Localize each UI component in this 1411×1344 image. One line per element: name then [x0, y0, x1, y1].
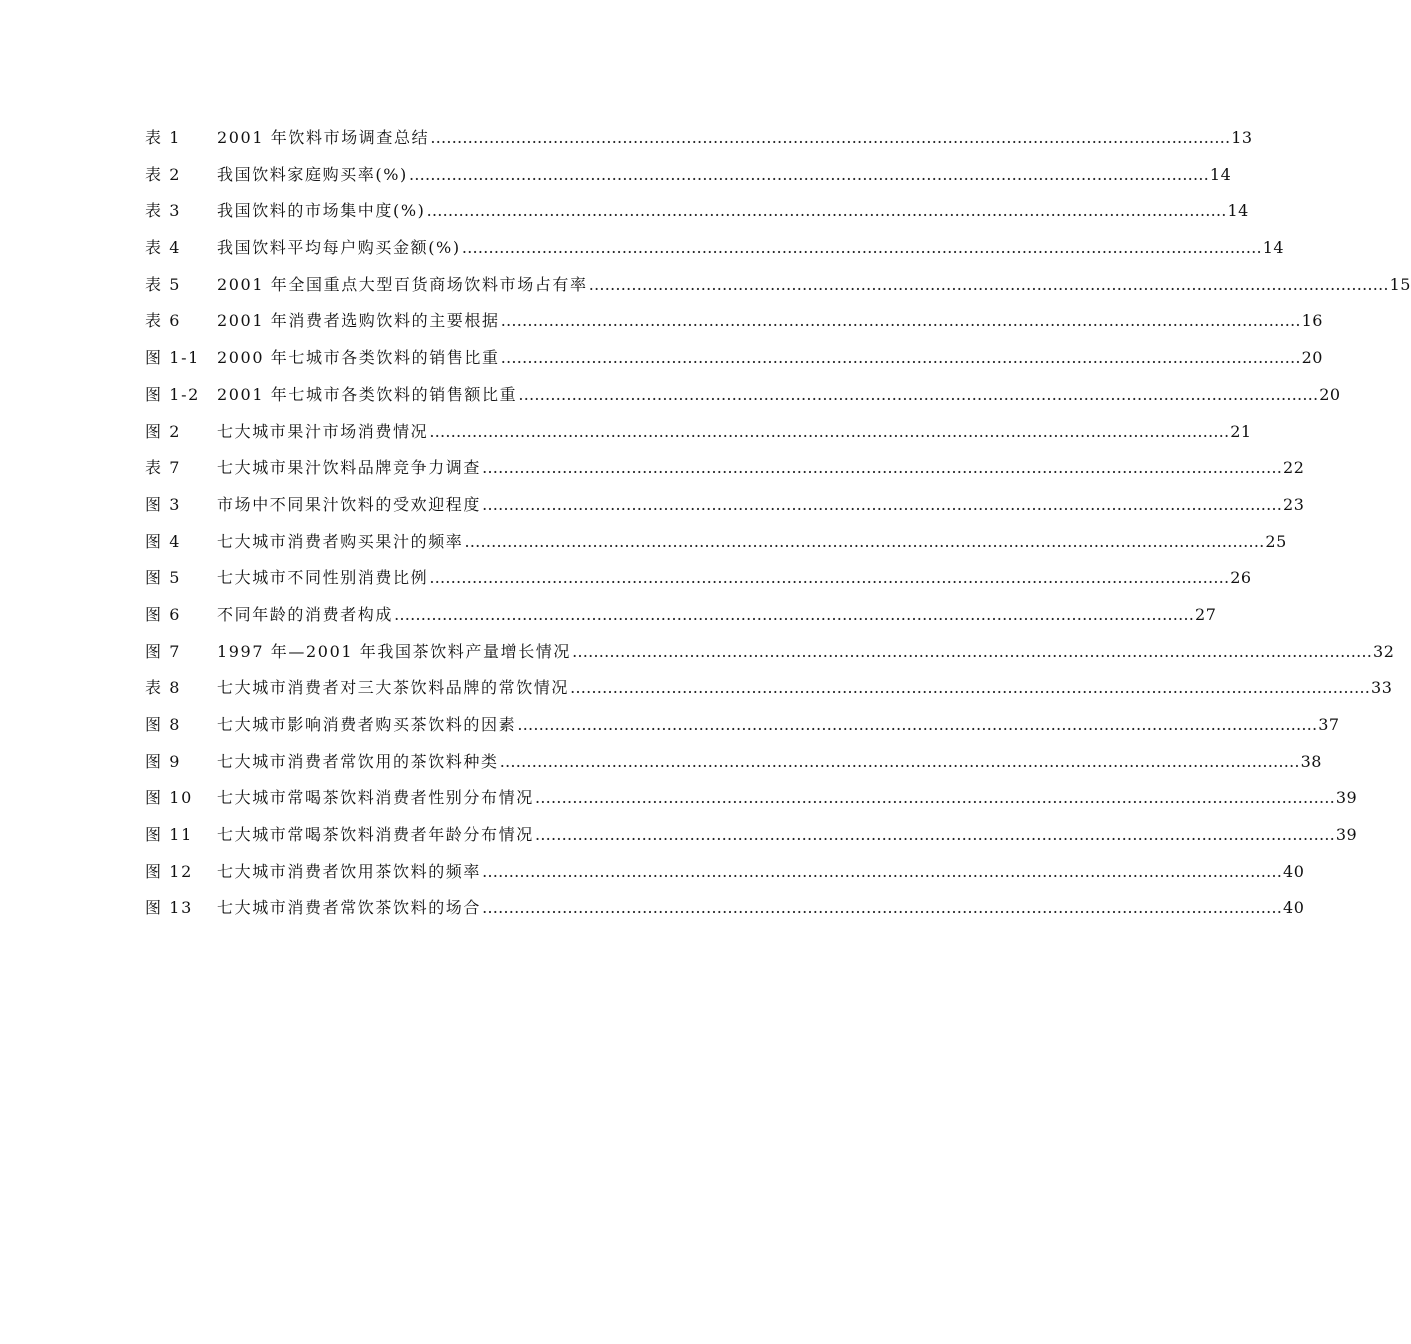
toc-entry-page-number: 15: [1389, 274, 1411, 294]
toc-entry-label: 表 2: [145, 164, 182, 184]
toc-entry-title: 2001 年全国重点大型百货商场饮料市场占有率: [217, 274, 588, 294]
toc-entry-page-number: 25: [1265, 531, 1287, 551]
toc-entry-title: 我国饮料的市场集中度(%): [217, 201, 426, 221]
toc-entry-title: 市场中不同果汁饮料的受欢迎程度: [217, 494, 482, 514]
toc-entry[interactable]: [145, 859, 1305, 896]
toc-entry-title: 我国饮料家庭购买率(%): [217, 164, 408, 184]
toc-entry-label: 图 1-2: [145, 384, 200, 404]
toc-entry-label: 图 3: [145, 494, 182, 514]
dot-leader: ……………………………………………………………………………………………………………………………………: [482, 898, 1283, 918]
toc-entry[interactable]: [145, 455, 1305, 492]
toc-entry-page-number: 32: [1373, 641, 1395, 661]
toc-entry[interactable]: [145, 382, 1341, 419]
toc-entry-page-number: 14: [1227, 201, 1249, 221]
toc-entry-label: 表 8: [145, 678, 182, 698]
toc-entry-title: 七大城市消费者饮用茶饮料的频率: [217, 861, 482, 881]
toc-entry-page-number: 20: [1319, 384, 1341, 404]
toc-entry-label: 表 1: [145, 128, 182, 147]
toc-entry-label: 表 7: [145, 458, 182, 478]
toc-entry[interactable]: [145, 712, 1340, 749]
toc-entry-page-number: 14: [1209, 164, 1232, 184]
dot-leader: ……………………………………………………………………………………………………………………………………: [426, 201, 1227, 221]
toc-entry-title: 七大城市常喝茶饮料消费者年龄分布情况: [217, 825, 534, 845]
dot-leader: ……………………………………………………………………………………………………………………………………: [570, 678, 1371, 698]
toc-entry-label: 图 2: [145, 421, 182, 441]
toc-entry-title: 1997 年—2001 年我国茶饮料产量增长情况: [217, 641, 572, 661]
toc-entry[interactable]: [145, 675, 1393, 712]
toc-entry-label: 图 9: [145, 751, 182, 771]
toc-entry[interactable]: [145, 419, 1252, 456]
toc-entry[interactable]: [145, 785, 1358, 822]
toc-entry-label: 表 5: [145, 274, 182, 294]
toc-entry-title: 七大城市消费者常饮用的茶饮料种类: [217, 751, 499, 771]
toc-entry[interactable]: [145, 529, 1287, 566]
dot-leader: ……………………………………………………………………………………………………………………………………: [517, 715, 1318, 734]
toc-entry-title: 我国饮料平均每户购买金额(%): [217, 238, 461, 258]
toc-entry-title: 七大城市果汁饮料品牌竞争力调查: [217, 458, 482, 478]
toc-entry-title: 七大城市常喝茶饮料消费者性别分布情况: [217, 788, 534, 808]
toc-entry-page-number: 38: [1300, 751, 1322, 771]
toc-entry-title: 2001 年消费者选购饮料的主要根据: [217, 311, 500, 331]
toc-entry-title: 七大城市消费者常饮茶饮料的场合: [217, 898, 482, 918]
dot-leader: ……………………………………………………………………………………………………………………………………: [500, 348, 1301, 368]
toc-entry-label: 表 4: [145, 238, 182, 258]
toc-entry-label: 图 1-1: [145, 348, 200, 368]
toc-entry-label: 图 10: [145, 788, 193, 808]
toc-entry-page-number: 40: [1283, 861, 1305, 881]
dot-leader: ……………………………………………………………………………………………………………………………………: [408, 164, 1209, 184]
toc-entry[interactable]: [145, 272, 1411, 309]
dot-leader: ……………………………………………………………………………………………………………………………………: [482, 494, 1283, 514]
toc-entry-page-number: 33: [1371, 678, 1393, 698]
toc-entry-page-number: 20: [1301, 348, 1323, 368]
toc-entry-title: 七大城市果汁市场消费情况: [217, 421, 429, 441]
toc-entry-page-number: 14: [1262, 238, 1285, 258]
toc-entry-page-number: 22: [1283, 458, 1305, 478]
toc-entry-label: 表 6: [145, 311, 182, 331]
dot-leader: ……………………………………………………………………………………………………………………………………: [518, 384, 1319, 404]
toc-entry-title: 2000 年七城市各类饮料的销售比重: [217, 348, 500, 368]
toc-entry-label: 图 7: [145, 641, 182, 661]
dot-leader: ……………………………………………………………………………………………………………………………………: [482, 458, 1283, 478]
toc-entry-label: 图 8: [145, 715, 182, 734]
toc-entry-title: 七大城市影响消费者购买茶饮料的因素: [217, 715, 517, 734]
toc-entry-label: 图 5: [145, 568, 182, 588]
toc-entry-title: 不同年龄的消费者构成: [217, 604, 394, 624]
dot-leader: ……………………………………………………………………………………………………………………………………: [500, 311, 1301, 331]
dot-leader: ……………………………………………………………………………………………………………………………………: [499, 751, 1300, 771]
dot-leader: ……………………………………………………………………………………………………………………………………: [534, 825, 1335, 845]
toc-entry[interactable]: [145, 602, 1217, 639]
toc-entry[interactable]: [145, 162, 1232, 199]
toc-entry-label: 图 4: [145, 531, 182, 551]
toc-entry[interactable]: [145, 235, 1285, 272]
list-of-figures-and-tables: [145, 125, 1411, 932]
toc-entry-page-number: 39: [1335, 825, 1358, 845]
toc-entry-label: 图 6: [145, 604, 182, 624]
toc-entry-title: 2001 年饮料市场调查总结: [217, 128, 430, 147]
toc-entry-page-number: 27: [1195, 604, 1217, 624]
toc-entry-label: 图 12: [145, 861, 193, 881]
toc-entry[interactable]: [145, 822, 1358, 859]
toc-entry-title: 七大城市消费者购买果汁的频率: [217, 531, 464, 551]
toc-entry-page-number: 16: [1301, 311, 1323, 331]
toc-entry-page-number: 39: [1335, 788, 1358, 808]
dot-leader: ……………………………………………………………………………………………………………………………………: [588, 274, 1389, 294]
toc-entry-title: 2001 年七城市各类饮料的销售额比重: [217, 384, 518, 404]
dot-leader: ……………………………………………………………………………………………………………………………………: [464, 531, 1265, 551]
toc-entry[interactable]: [145, 492, 1305, 529]
toc-entry-page-number: 21: [1230, 421, 1252, 441]
dot-leader: ……………………………………………………………………………………………………………………………………: [429, 421, 1230, 441]
dot-leader: ……………………………………………………………………………………………………………………………………: [482, 861, 1283, 881]
dot-leader: ……………………………………………………………………………………………………………………………………: [461, 238, 1262, 258]
toc-entry[interactable]: [145, 565, 1252, 602]
dot-leader: ……………………………………………………………………………………………………………………………………: [429, 568, 1230, 588]
toc-entry-label: 表 3: [145, 201, 182, 221]
toc-entry-page-number: 40: [1283, 898, 1305, 918]
toc-entry[interactable]: [145, 345, 1323, 382]
toc-entry[interactable]: [145, 639, 1395, 676]
toc-entry-title: 七大城市不同性别消费比例: [217, 568, 429, 588]
dot-leader: ……………………………………………………………………………………………………………………………………: [572, 641, 1373, 661]
dot-leader: ……………………………………………………………………………………………………………………………………: [430, 128, 1231, 147]
toc-entry-page-number: 37: [1318, 715, 1340, 734]
toc-entry-label: 图 11: [145, 825, 193, 845]
toc-entry[interactable]: [145, 308, 1323, 345]
dot-leader: ……………………………………………………………………………………………………………………………………: [394, 604, 1195, 624]
toc-entry-page-number: 26: [1230, 568, 1252, 588]
toc-entry[interactable]: [145, 198, 1249, 235]
toc-entry[interactable]: [145, 125, 1253, 162]
toc-entry-label: 图 13: [145, 898, 193, 918]
toc-entry[interactable]: [145, 749, 1322, 786]
toc-entry-page-number: 23: [1283, 494, 1305, 514]
dot-leader: ……………………………………………………………………………………………………………………………………: [534, 788, 1335, 808]
toc-entry[interactable]: [145, 895, 1305, 932]
toc-entry-title: 七大城市消费者对三大茶饮料品牌的常饮情况: [217, 678, 570, 698]
toc-entry-page-number: 13: [1231, 128, 1253, 147]
